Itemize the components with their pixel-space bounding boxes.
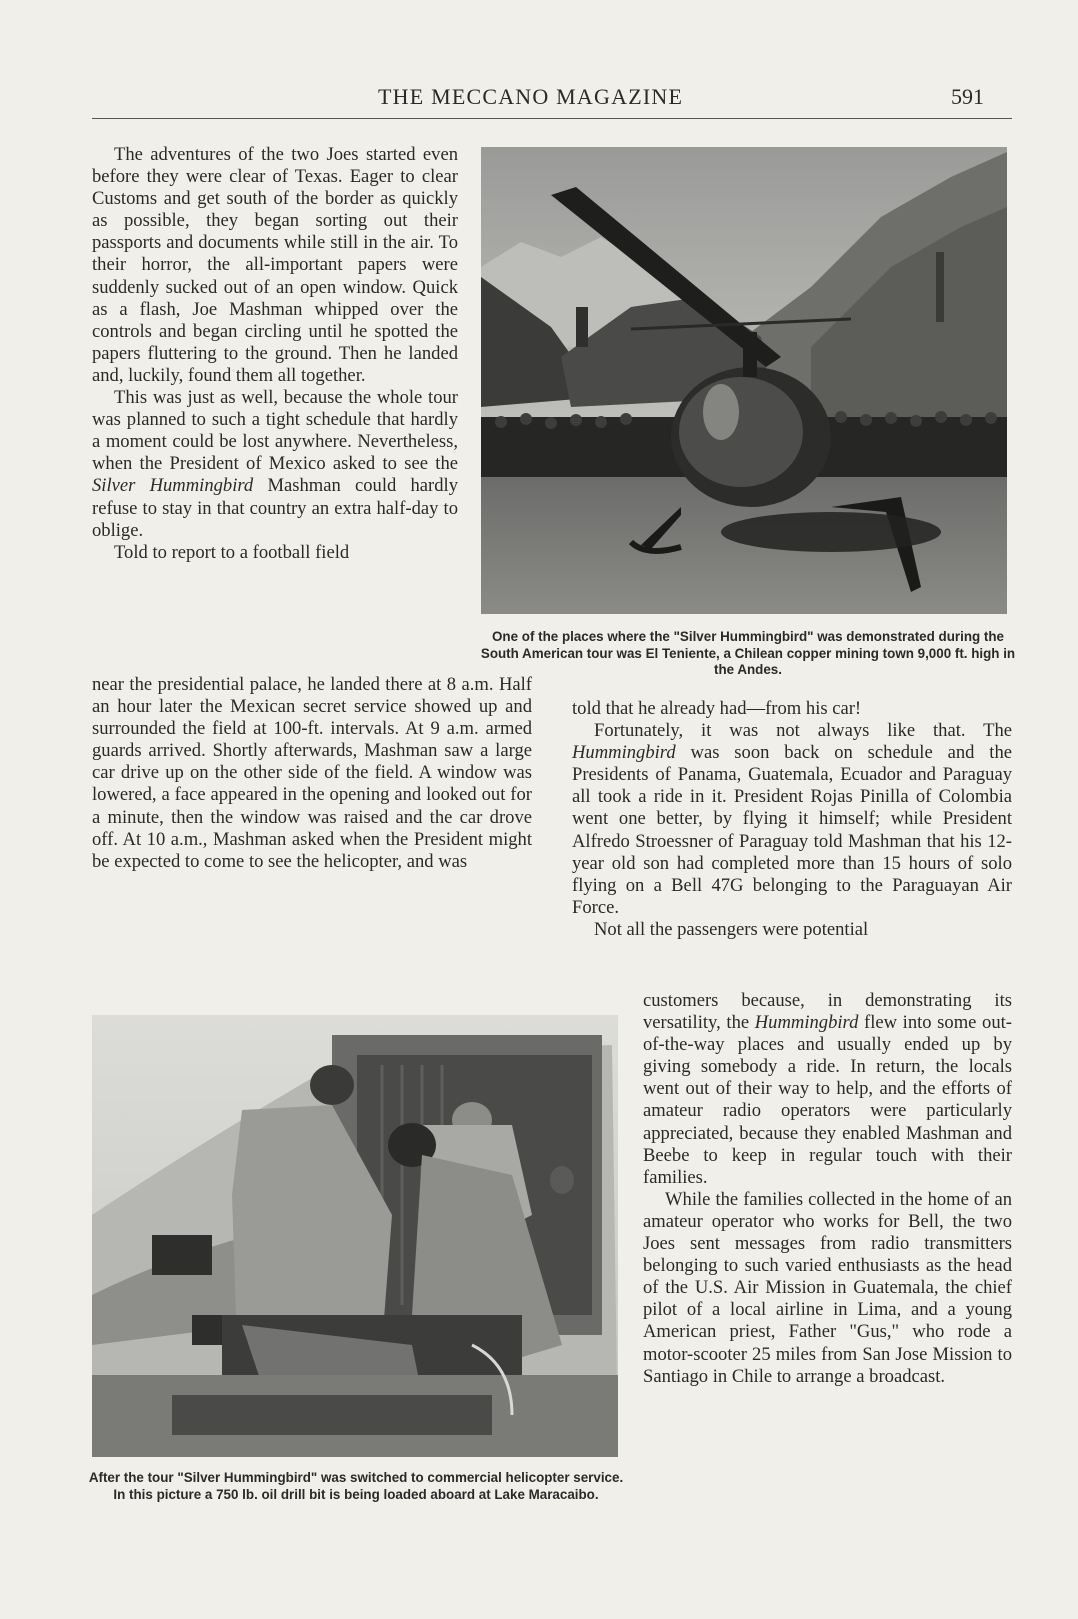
paragraph-passengers-start: Not all the passengers were potential: [594, 918, 869, 940]
page-header: [92, 84, 1012, 119]
drill-bit-photo: [92, 1015, 618, 1457]
paragraph-from-his-car: told that he already had—from his car!: [572, 698, 862, 719]
article-column-1-bottom: [92, 674, 532, 873]
paragraph-football-field-cont: near the presidential palace, he landed there at 8 a.m. Half an hour later the Mexican secret service showed up and surrounded the field at 100-ft. intervals. At 9 a.m. armed guards arrived. Shortly afterwards, Mashman saw a large car drive up on the other side of the field. A window was lowered, a face appeared in the opening and looked out for a minute, then the window was raised and the car drove off. At 10 a.m., Mashman asked when the President might be expected to come to see the helicopter, and was: [92, 674, 532, 872]
helicopter-photo: [481, 147, 1007, 614]
paragraph-presidents: Fortunately, it was not always like that. The Hummingbird was soon back on schedule and the Presidents of Panama, Guatemala, Ecuador and Paraguay all took a ride in it. President Rojas Pinilla of Colombia went one better, by flying it himself; while President Alfredo Stroessner of Paraguay told Mashman that his 12-year old son had completed more than 15 hours of solo flying on a Bell 47G belonging to the Paraguayan Air Force.: [572, 720, 1012, 918]
paragraph-customs: The adventures of the two Joes started even before they were clear of Texas. Eager to clear Customs and get south of the border as quickly as possible, they began sorting out their passports and documents while still in the air. To their horror, the all-important papers were suddenly sucked out of an open window. Quick as a flash, Joe Mashman whipped over the controls and began circling until he spotted the papers fluttering to the ground. Then he landed and, luckily, found them all together.: [92, 144, 458, 386]
drill-bit-photo-caption: After the tour "Silver Hummingbird" was switched to commercial helicopter service. In this picture a 750 lb. oil drill bit is being loaded aboard at Lake Maracaibo.: [88, 1470, 624, 1502]
paragraph-passengers-cont: customers because, in demonstrating its versatility, the Hummingbird flew into some out-of-the-way places and usually ended up by giving somebody a ride. In return, the locals went out of their way to help, and the efforts of amateur radio operators were particularly appreciated, because they enabled Mashman and Beebe to keep in regular touch with their families.: [643, 990, 1012, 1188]
article-column-2-top: [572, 698, 1012, 941]
page-number: 591: [951, 84, 984, 109]
article-column-1-top: [92, 144, 458, 564]
helicopter-photo-caption: One of the places where the "Silver Hummingbird" was demonstrated during the South American tour was El Teniente, a Chilean copper mining town 9,000 ft. high in the Andes.: [480, 629, 1016, 677]
article-column-2-bottom: [643, 990, 1012, 1388]
paragraph-football-field-start: Told to report to a football field: [114, 541, 350, 563]
paragraph-radio-messages: While the families collected in the home of an amateur operator who works for Bell, the two Joes sent messages from radio transmitters belonging to such varied enthusiasts as the head of the U.S. Air Mission in Guatemala, the chief pilot of a local airline in Lima, and a young American priest, Father "Gus," who rode a motor-scooter 25 miles from San Jose Mission to Santiago in Chile to arrange a broadcast.: [643, 1188, 1012, 1387]
paragraph-schedule: This was just as well, because the whole tour was planned to such a tight schedule that hardly a moment could be lost anywhere. Nevertheless, when the President of Mexico asked to see the Silver Hummingbird Mashman could hardly refuse to stay in that country an extra half-day to oblige.: [92, 387, 458, 541]
magazine-title: THE MECCANO MAGAZINE: [378, 84, 684, 109]
